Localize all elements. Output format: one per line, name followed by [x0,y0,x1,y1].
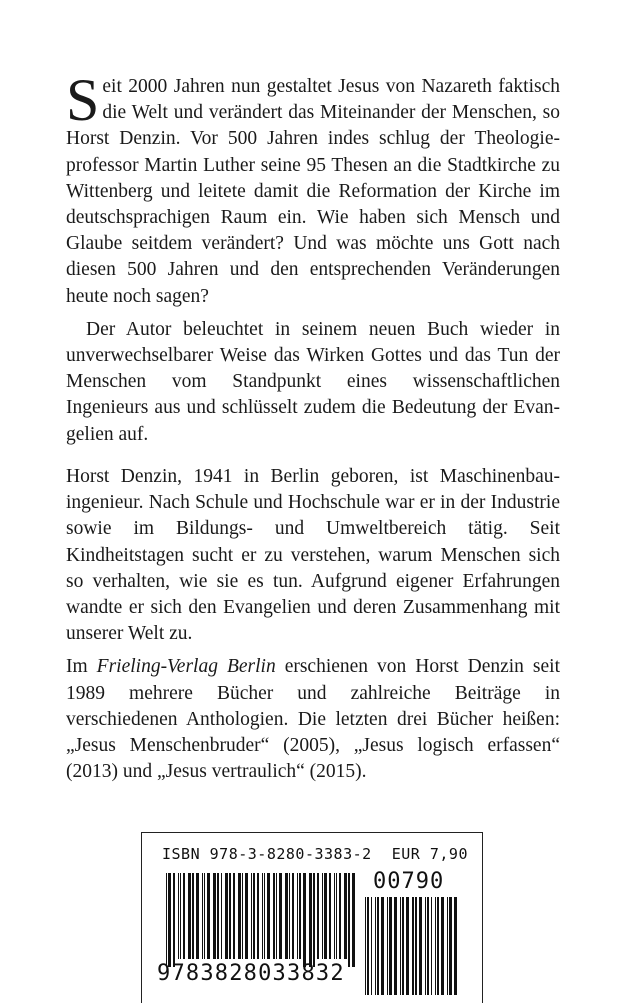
barcode-bar [352,873,355,967]
barcode-bar [221,873,222,959]
barcode-bar [375,897,376,995]
barcode-bar [245,873,248,959]
barcode-bar [344,873,347,959]
barcode-bar [229,873,231,959]
isbn-text: ISBN 978-3-8280-3383-2 [162,845,372,863]
barcode-bar [431,897,432,995]
barcode-bar [389,897,392,995]
ean-digits: 9783828033832 [157,961,345,986]
barcode-bar [367,897,369,995]
barcode-bar [339,873,341,959]
barcode-bar [348,873,350,967]
addon-digits: 00790 [373,869,445,894]
barcode-bar [192,873,194,959]
barcode-bar [371,897,372,995]
barcode-bar [415,897,417,995]
barcode-bar [285,873,288,959]
barcode-bar [334,873,335,959]
barcode-bar [213,873,216,959]
barcode-bar [394,897,397,995]
barcode-bar [299,873,301,959]
barcode-bar [264,873,265,959]
barcode-bar [242,873,243,959]
barcode-bar [387,897,388,995]
barcode-bar [402,897,404,995]
barcode-bar [279,873,282,959]
barcode-bar [400,897,401,995]
barcode-bar [447,897,448,995]
barcode-bar [313,873,315,967]
barcode-bar [276,873,277,959]
barcode-bar [251,873,252,959]
blurb-paragraph-1 [66,67,560,310]
barcode-bar [435,897,436,995]
barcode-sticker [141,832,483,1003]
barcode-bar [454,897,457,995]
author-bio [66,464,560,792]
barcode-bar [441,897,444,995]
drop-cap: S [66,67,100,133]
barcode-bar [317,873,319,959]
barcode-bar [257,873,259,959]
barcode-bar [178,873,179,959]
barcode-bar [253,873,255,959]
bio-p2-rest: erschienen von Horst Denzin seit 1989 mehrere Bücher und zahlreiche Beiträge in verschiedenen Anthologien. Die letzten drei Bücher heißen: „Jesus Menschenbruder“ (2005), „Jesus logisch erfassen“ (2013) und „Jesus vertraulich“ (2015). [66,656,560,783]
addon-barcode-bars [365,897,461,995]
barcode-bar [365,897,366,995]
bio-paragraph-1: Horst Denzin, 1941 in Berlin geboren, ist Maschinenbauingenieur. Nach Schule und Hochschule war er in der Industrie sowie im Bildungs- und Umweltbereich tätig. Seit Kindheitstagen sucht er zu verstehen, warum Menschen sich so verhalten, wie sie es tun. Aufgrund eigener Erfahrungen wandte er sich den Evangelien und deren Zusammenhang mit unserer Welt zu. [66,466,560,645]
barcode-bar [336,873,337,959]
barcode-bar [377,897,379,995]
barcode-bar [412,897,414,995]
barcode-bar [297,873,298,959]
barcode-bar [449,897,452,995]
price-text: EUR 7,90 [391,845,468,863]
barcode-bar [437,897,439,995]
barcode-bar [196,873,199,959]
barcode-bar [204,873,205,959]
barcode-bar [406,897,409,995]
barcode-bar [267,873,270,959]
barcode-bar [324,873,327,959]
ean-barcode-bars [166,873,356,967]
barcode-bar [180,873,181,959]
barcode-bar [217,873,219,959]
barcode-bar [425,897,426,995]
barcode-bar [273,873,275,959]
barcode-bar [289,873,290,959]
barcode-bar [381,897,384,995]
bio-paragraph-2 [66,654,560,785]
barcode-bar [225,873,228,959]
blurb-text [66,67,560,455]
barcode-bar [419,897,422,995]
barcode-bar [207,873,210,959]
barcode-bar [202,873,203,959]
barcode-bar [322,873,323,959]
barcode-bar [292,873,294,959]
barcode-bar [173,873,175,967]
blurb-paragraph-2: Der Autor beleuchtet in seinem neuen Buch wieder in unverwechselbarer Weise das Wirken Gottes und das Tun der Menschen vom Standpunkt eines wissenschaftlichen Ingenieurs aus und schlüsselt zudem die Bedeutung der Evangelien auf. [66,318,560,445]
barcode-bar [233,873,235,959]
barcode-bar [166,873,167,967]
bio-p2-prefix: Im [66,656,97,678]
barcode-bar [329,873,331,959]
barcode-bar [168,873,171,967]
barcode-bar [427,897,429,995]
barcode-bar [303,873,306,967]
blurb-paragraph-1-text: eit 2000 Jahren nun gestaltet Jesus von Nazareth faktisch die Welt und verändert das Miteinander der Menschen, so Horst Denzin. Vor 500 Jahren indes schlug der Theologieprofessor Martin Luther seine 95 Thesen an die Stadtkirche zu Wittenberg und leitete damit die Reformation der Kirche im deutschsprachigen Raum ein. Wie haben sich Mensch und Glaube seitdem verändert? Und was möchte uns Gott nach diesen 500 Jahren und den entsprechenden Veränderungen heute noch sagen? [66,76,560,307]
publisher-name: Frieling-Verlag Berlin [96,656,276,678]
barcode-bar [188,873,191,959]
barcode-bar [262,873,263,959]
barcode-bar [309,873,312,967]
barcode-bar [183,873,185,959]
barcode-bar [238,873,241,959]
